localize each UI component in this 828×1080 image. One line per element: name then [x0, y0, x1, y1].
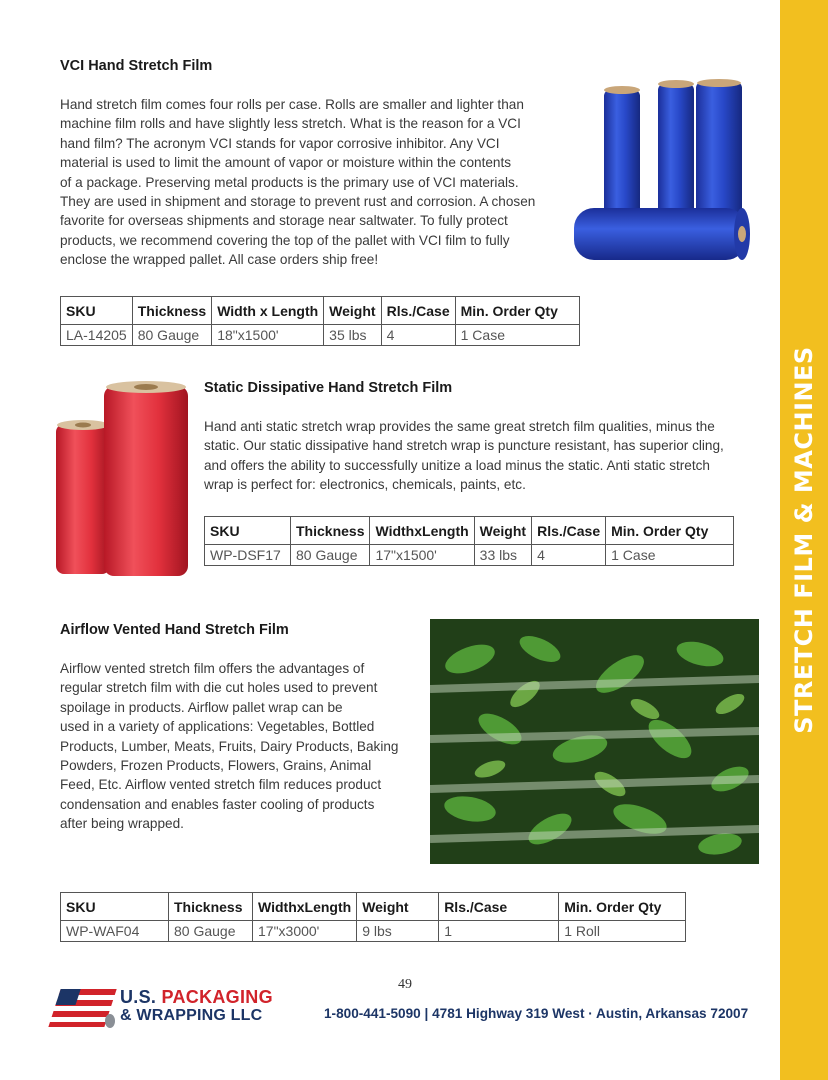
sidebar-band [780, 0, 828, 1080]
text-line: They are used in shipment and storage to prevent rust and corrosion. A chosen [60, 194, 536, 210]
table-row [61, 325, 580, 346]
column-header: SKU [61, 893, 169, 921]
section-text-airflow [60, 659, 420, 834]
spec-table-vci [60, 296, 580, 346]
text-line: used in a variety of applications: Vegetables, Bottled [60, 719, 375, 735]
table-cell: 9 lbs [357, 921, 439, 942]
table-cell: 1 Roll [559, 921, 686, 942]
table-cell: 4 [532, 545, 606, 566]
table-cell: 1 Case [455, 325, 579, 346]
product-image-vented-film [430, 619, 759, 864]
table-header-row [61, 893, 686, 921]
table-cell: WP-WAF04 [61, 921, 169, 942]
text-line: spoilage in products. Airflow pallet wrap can be [60, 699, 343, 715]
table-cell: 17"x3000' [253, 921, 357, 942]
table-cell: 18"x1500' [212, 325, 324, 346]
column-header: Weight [324, 297, 381, 325]
text-line: hand film? The acronym VCI stands for vapor corrosive inhibitor. Any VCI [60, 135, 500, 151]
table-cell: 33 lbs [474, 545, 531, 566]
table-cell: 35 lbs [324, 325, 381, 346]
table-cell: 17"x1500' [370, 545, 474, 566]
text-line: static. Our static dissipative hand stretch wrap is puncture resistant, has superior cling, [204, 438, 724, 454]
flag-logo-icon [48, 985, 118, 1031]
text-line: and offers the ability to successfully unitize a load minus the static. Anti static stretch [204, 457, 710, 473]
text-line: condensation and enables faster cooling of products [60, 796, 375, 812]
section-text-static [204, 417, 764, 495]
text-line: Hand stretch film comes four rolls per case. Rolls are smaller and lighter than [60, 97, 524, 112]
column-header: Min. Order Qty [455, 297, 579, 325]
table-cell: 4 [381, 325, 455, 346]
column-header: Rls./Case [381, 297, 455, 325]
text-line: Powders, Frozen Products, Flowers, Grains, Animal [60, 758, 372, 774]
table-cell: LA-14205 [61, 325, 133, 346]
text-line: regular stretch film with die cut holes used to prevent [60, 680, 378, 696]
contact-info: 1-800-441-5090 | 4781 Highway 319 West · Austin, Arkansas 72007 [324, 1006, 749, 1021]
table-cell: WP-DSF17 [205, 545, 291, 566]
table-header-row [61, 297, 580, 325]
section-text-vci [60, 95, 560, 270]
company-logo [48, 985, 278, 1033]
column-header: Weight [357, 893, 439, 921]
text-line: Airflow vented stretch film offers the advantages of [60, 661, 365, 676]
text-line: after being wrapped. [60, 816, 184, 832]
table-cell: 1 [439, 921, 559, 942]
text-line: machine film rolls and have slightly less stretch. What is the reason for a VCI [60, 116, 521, 132]
section-title-airflow: Airflow Vented Hand Stretch Film [60, 622, 289, 638]
table-header-row [205, 517, 734, 545]
column-header: Thickness [169, 893, 253, 921]
table-cell: 80 Gauge [132, 325, 211, 346]
text-line: material is used to limit the amount of vapor or moisture within the contents [60, 155, 512, 171]
column-header: Min. Order Qty [559, 893, 686, 921]
column-header: WidthxLength [253, 893, 357, 921]
table-row [61, 921, 686, 942]
text-line: Hand anti static stretch wrap provides the same great stretch film qualities, minus the [204, 419, 715, 434]
table-cell: 1 Case [606, 545, 734, 566]
text-line: Products, Lumber, Meats, Fruits, Dairy Products, Baking [60, 738, 399, 754]
column-header: SKU [205, 517, 291, 545]
column-header: Thickness [132, 297, 211, 325]
section-title-static: Static Dissipative Hand Stretch Film [204, 380, 453, 396]
text-line: wrap is perfect for: electronics, chemicals, paints, etc. [204, 477, 526, 493]
logo-text-line1: U.S. PACKAGING [120, 987, 273, 1007]
text-line: of a package. Preserving metal products is the primary use of VCI materials. [60, 174, 519, 190]
column-header: Rls./Case [439, 893, 559, 921]
logo-text-line2: & WRAPPING LLC [120, 1007, 263, 1024]
section-title-vci: VCI Hand Stretch Film [60, 58, 213, 74]
text-line: products, we recommend covering the top of the pallet with VCI film to fully [60, 232, 510, 248]
column-header: Thickness [291, 517, 370, 545]
column-header: Rls./Case [532, 517, 606, 545]
product-image-blue-rolls [566, 78, 762, 270]
sidebar-label: STRETCH FILM & MACHINES [790, 346, 818, 734]
text-line: enclose the wrapped pallet. All case orders ship free! [60, 252, 379, 268]
text-line: Feed, Etc. Airflow vented stretch film reduces product [60, 777, 382, 793]
column-header: Weight [474, 517, 531, 545]
text-line: favorite for overseas shipments and storage near saltwater. To fully protect [60, 213, 508, 229]
column-header: SKU [61, 297, 133, 325]
table-row [205, 545, 734, 566]
product-image-red-rolls [54, 380, 190, 580]
page-number: 49 [398, 977, 412, 992]
column-header: Min. Order Qty [606, 517, 734, 545]
column-header: WidthxLength [370, 517, 474, 545]
spec-table-static [204, 516, 734, 566]
table-cell: 80 Gauge [291, 545, 370, 566]
spec-table-airflow [60, 892, 686, 942]
column-header: Width x Length [212, 297, 324, 325]
table-cell: 80 Gauge [169, 921, 253, 942]
